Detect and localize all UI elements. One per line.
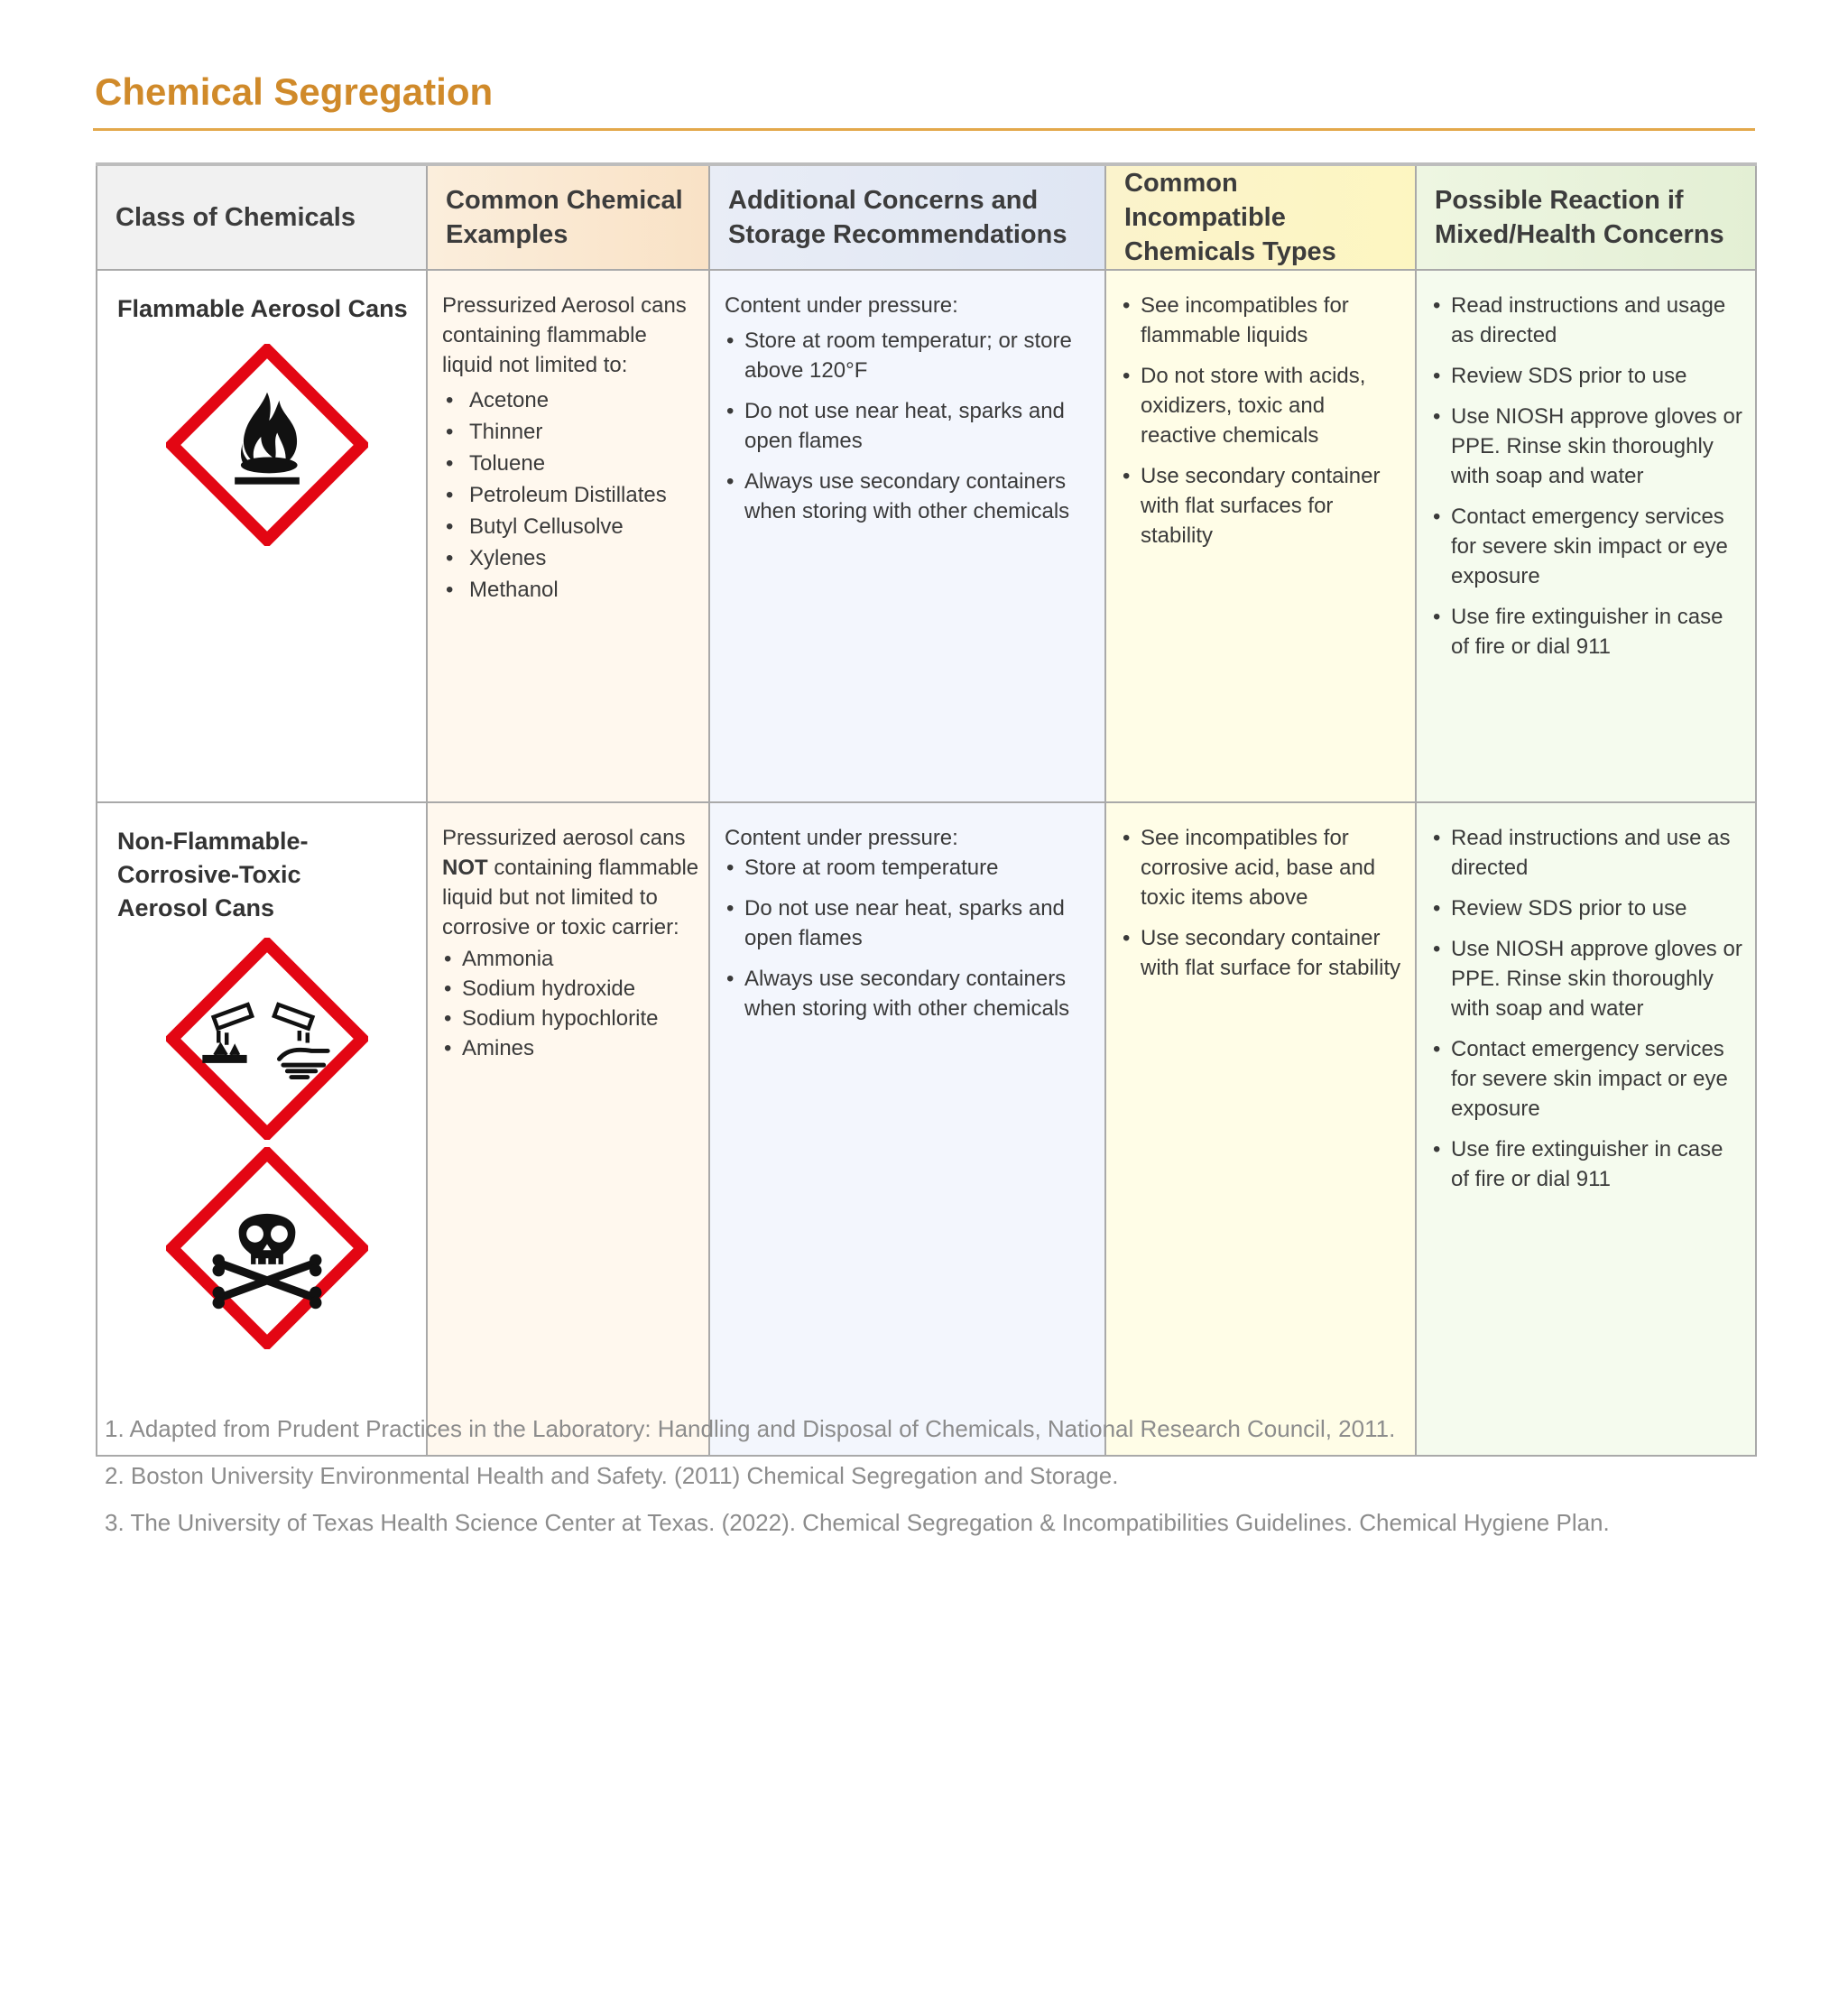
concerns-intro: Content under pressure: — [725, 826, 958, 850]
examples-list — [442, 944, 699, 1063]
title-divider — [93, 128, 1755, 131]
table-row — [97, 270, 1756, 802]
examples-intro-pre: Pressurized aerosol cans — [442, 826, 686, 850]
list-item: • Petroleum Distillates — [442, 480, 699, 510]
class-cell — [97, 802, 427, 1456]
header-common-examples: Common Chemical Examples — [427, 164, 709, 270]
list-item: • See incompatibles for corrosive acid, base and toxic items above — [1121, 823, 1406, 912]
class-name: Flammable Aerosol Cans — [117, 295, 408, 322]
list-item: • Sodium hypochlorite — [442, 1004, 699, 1033]
list-item: • Always use secondary containers when storing with other chemicals — [725, 964, 1095, 1023]
examples-intro: Pressurized Aerosol cans containing flammable liquid not limited to: — [442, 293, 687, 377]
table-header-row — [97, 164, 1756, 270]
list-item: • Sodium hydroxide — [442, 974, 699, 1004]
incompatible-list — [1121, 823, 1406, 983]
list-item: • Use secondary container with flat surface for stability — [1121, 923, 1406, 983]
list-item: • Use NIOSH approve gloves or PPE. Rinse skin thoroughly with soap and water — [1431, 934, 1746, 1023]
reaction-cell — [1416, 270, 1756, 802]
list-item: • Contact emergency services for severe skin impact or eye exposure — [1431, 502, 1746, 591]
list-item: • See incompatibles for flammable liquids — [1121, 291, 1406, 350]
footnote: 2. Boston University Environmental Health and Safety. (2011) Chemical Segregation and Storage. — [105, 1462, 1119, 1489]
list-item: • Read instructions and usage as directed — [1431, 291, 1746, 350]
concerns-list — [725, 326, 1095, 526]
list-item: • Use NIOSH approve gloves or PPE. Rinse skin thoroughly with soap and water — [1431, 402, 1746, 491]
concerns-intro: Content under pressure: — [725, 293, 958, 318]
skull-crossbones-icon — [166, 1147, 368, 1349]
list-item: • Amines — [442, 1033, 699, 1063]
header-possible-reaction: Possible Reaction if Mixed/Health Concerns — [1416, 164, 1756, 270]
header-additional-concerns: Additional Concerns and Storage Recommendations — [709, 164, 1105, 270]
page-title: Chemical Segregation — [95, 70, 494, 113]
class-name: Non-Flammable-Corrosive-Toxic Aerosol Cans — [117, 828, 309, 921]
list-item: • Use secondary container with flat surfaces for stability — [1121, 461, 1406, 551]
list-item: • Do not use near heat, sparks and open flames — [725, 893, 1095, 953]
list-item: • Butyl Cellusolve — [442, 512, 699, 541]
examples-cell — [427, 802, 709, 1456]
list-item: • Toluene — [442, 449, 699, 478]
table-row — [97, 802, 1756, 1456]
incompatible-list — [1121, 291, 1406, 551]
list-item: • Use fire extinguisher in case of fire or dial 911 — [1431, 602, 1746, 662]
reaction-cell — [1416, 802, 1756, 1456]
list-item: • Contact emergency services for severe skin impact or eye exposure — [1431, 1034, 1746, 1124]
reaction-list — [1431, 823, 1746, 1194]
class-cell — [97, 270, 427, 802]
header-incompatible-types: Common Incompatible Chemicals Types — [1105, 164, 1416, 270]
reaction-list — [1431, 291, 1746, 662]
examples-intro — [442, 823, 699, 942]
footnote: 3. The University of Texas Health Science Center at Texas. (2022). Chemical Segregation & Incompatibilities Guidelines. Chemical Hygiene Plan. — [105, 1509, 1610, 1536]
list-item: • Always use secondary containers when storing with other chemicals — [725, 467, 1095, 526]
concerns-cell — [709, 270, 1105, 802]
list-item: • Methanol — [442, 575, 699, 605]
footnote: 1. Adapted from Prudent Practices in the Laboratory: Handling and Disposal of Chemicals, National Research Council, 2011. — [105, 1415, 1396, 1442]
incompatible-cell — [1105, 270, 1416, 802]
chemical-segregation-table — [96, 162, 1757, 1457]
list-item: • Ammonia — [442, 944, 699, 974]
list-item: • Do not store with acids, oxidizers, toxic and reactive chemicals — [1121, 361, 1406, 450]
examples-list — [442, 385, 699, 605]
list-item: • Use fire extinguisher in case of fire or dial 911 — [1431, 1134, 1746, 1194]
flame-icon — [166, 344, 368, 546]
list-item: • Read instructions and use as directed — [1431, 823, 1746, 883]
examples-cell — [427, 270, 709, 802]
concerns-list — [725, 853, 1095, 1023]
corrosion-icon — [166, 938, 368, 1140]
list-item: • Xylenes — [442, 543, 699, 573]
list-item: • Store at room temperatur; or store above 120°F — [725, 326, 1095, 385]
list-item: • Thinner — [442, 417, 699, 447]
list-item: • Acetone — [442, 385, 699, 415]
concerns-cell — [709, 802, 1105, 1456]
examples-intro-post: containing flammable liquid but not limited to corrosive or toxic carrier: — [442, 856, 699, 939]
examples-intro-strong: NOT — [442, 856, 488, 880]
footnotes — [105, 1415, 1610, 1556]
list-item: • Store at room temperature — [725, 853, 1095, 883]
list-item: • Review SDS prior to use — [1431, 361, 1746, 391]
list-item: • Do not use near heat, sparks and open flames — [725, 396, 1095, 456]
header-class-of-chemicals: Class of Chemicals — [97, 164, 427, 270]
list-item: • Review SDS prior to use — [1431, 893, 1746, 923]
incompatible-cell — [1105, 802, 1416, 1456]
